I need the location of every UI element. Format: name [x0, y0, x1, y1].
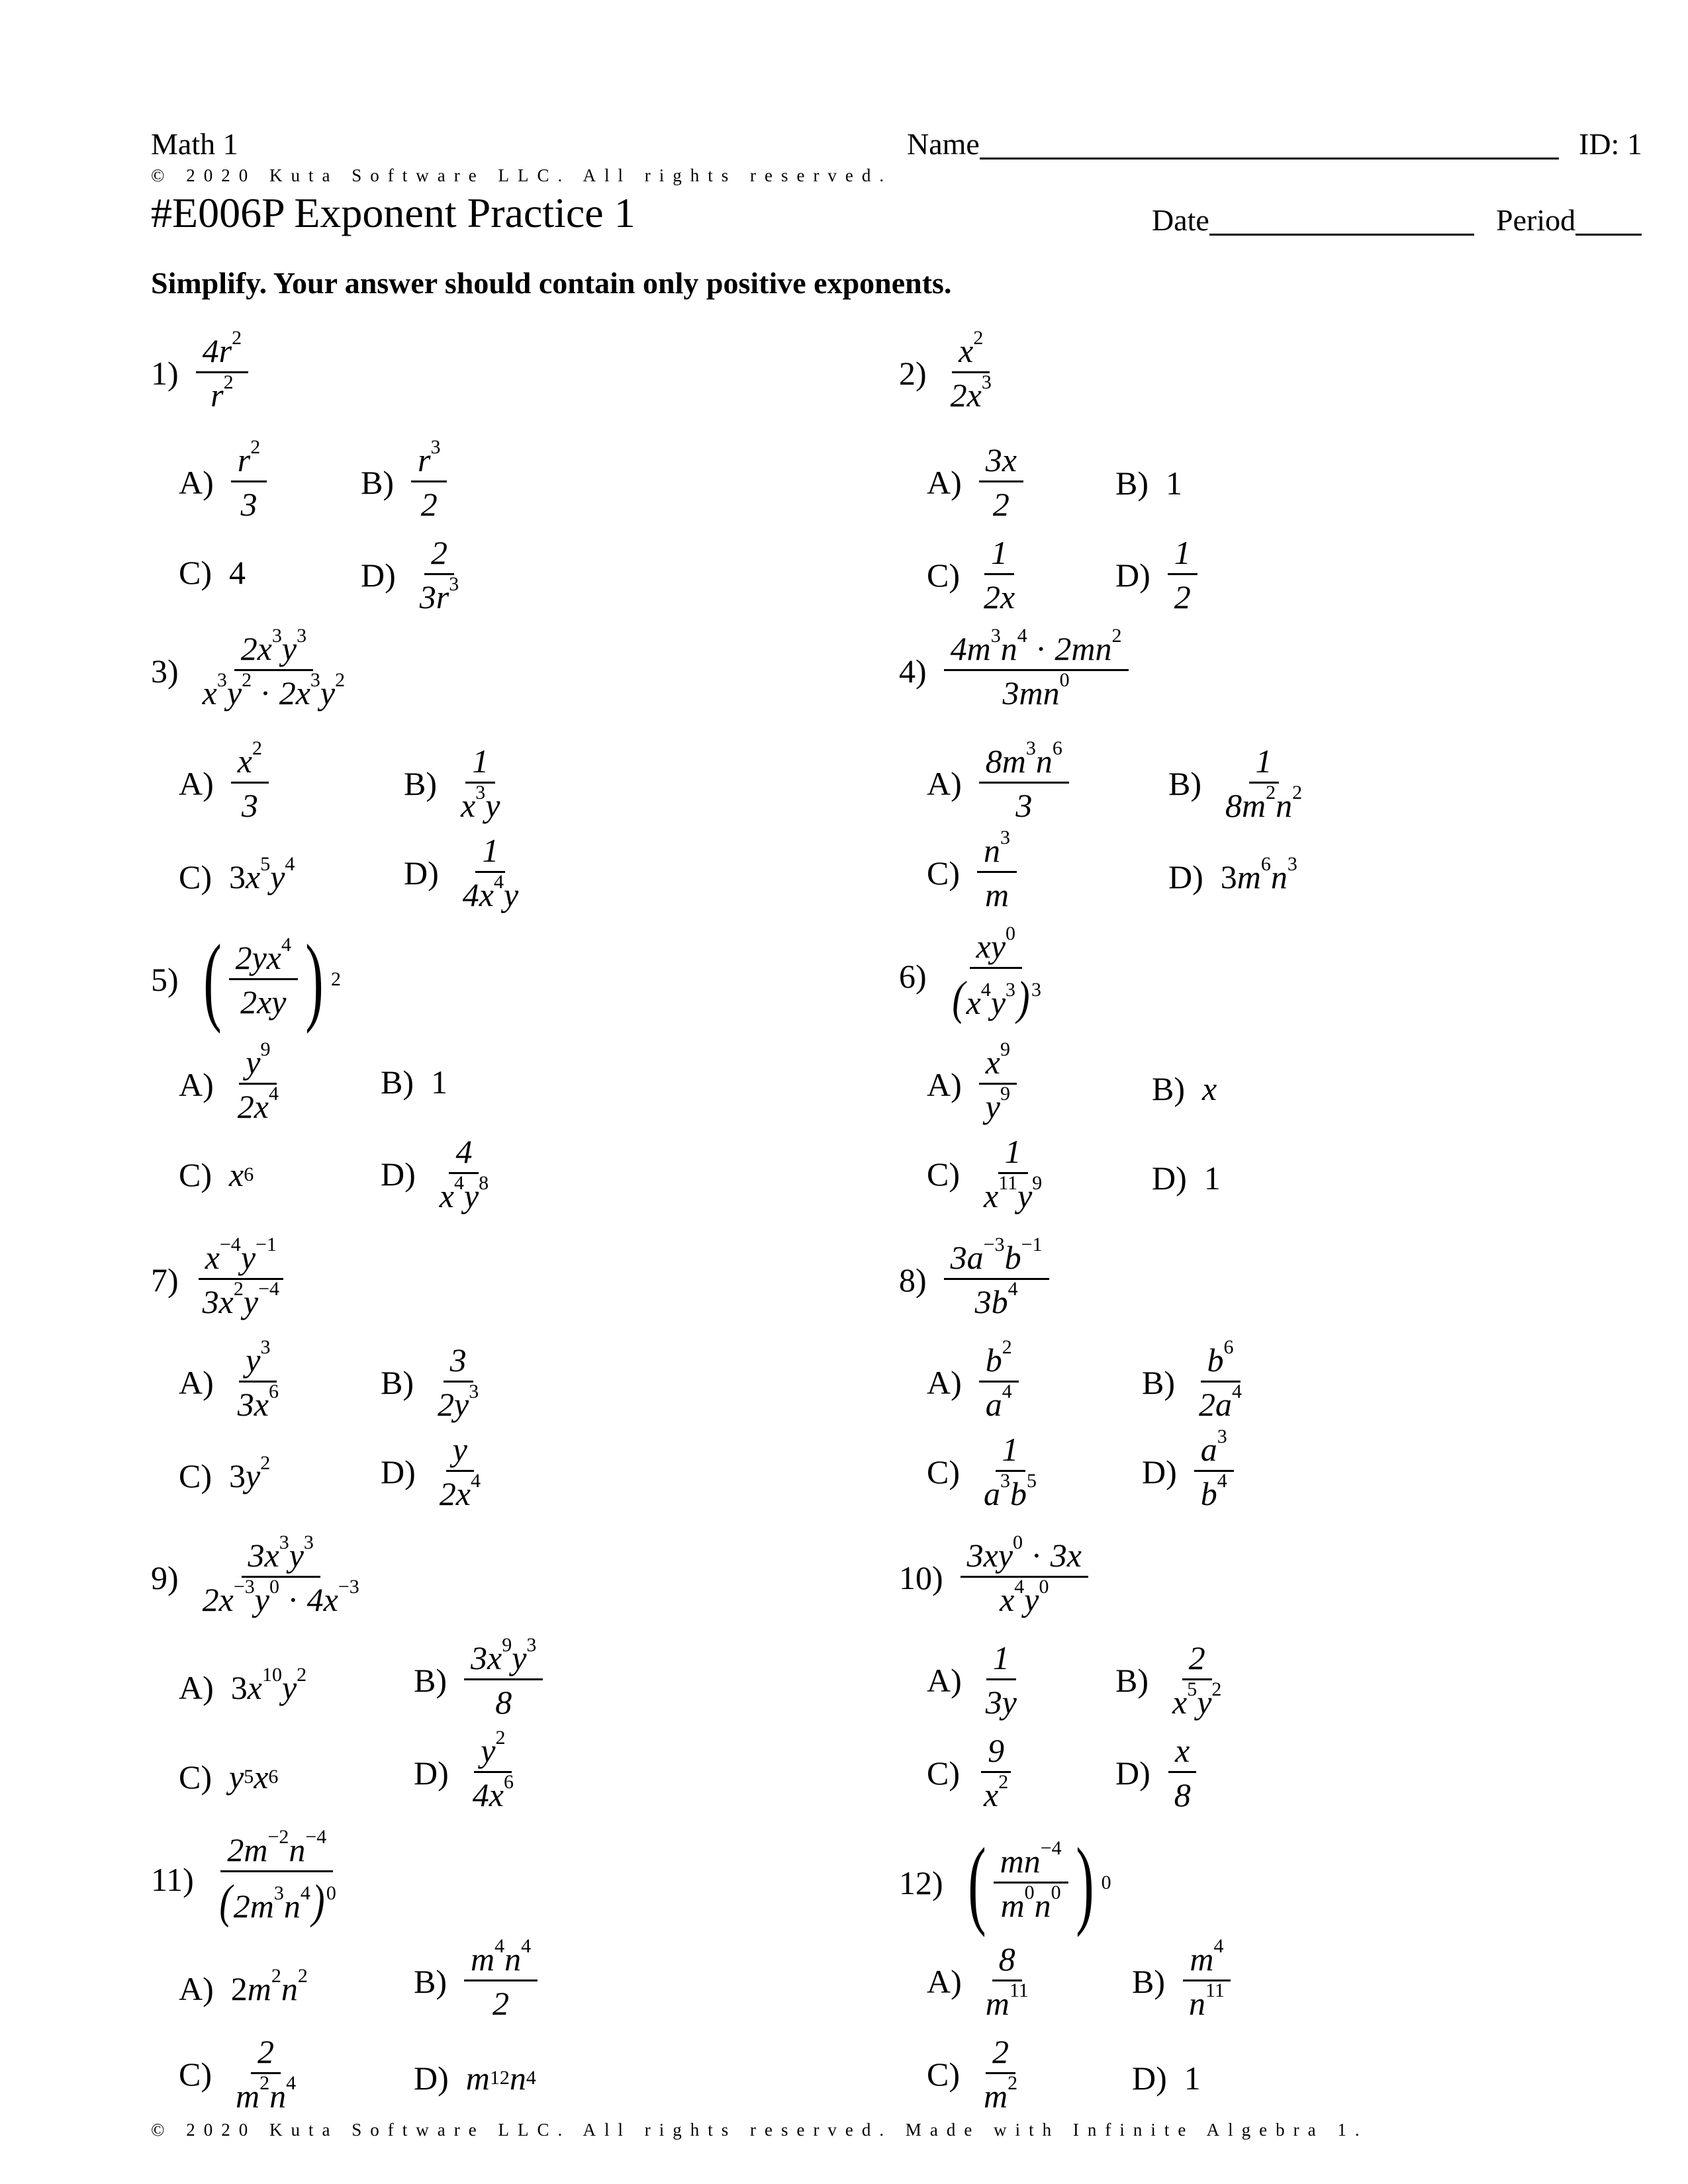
date-label: Date [1152, 203, 1209, 237]
name-label: Name [907, 127, 980, 161]
choice-11c[interactable]: C) 2 $m^2n^4$ [179, 2033, 297, 2115]
choice-11b[interactable]: B) $m^4n^4$ 2 [414, 1942, 538, 2020]
instructions: Simplify. Your answer should contain only positive exponents. [151, 266, 952, 300]
choice-12d[interactable]: D) 1 [1132, 2060, 1201, 2097]
header-copyright: © 2020 Kuta Software LLC. All rights reserved. [151, 165, 893, 185]
problem-expression: $mn^{-4}$ $m^0n^0$ [994, 1844, 1068, 1922]
choice-9c[interactable]: C) y 5 x 6 [179, 1758, 279, 1796]
problem-number: 11) [151, 1860, 194, 1898]
choice-5d[interactable]: D) 4 $x^4y^8$ [381, 1133, 489, 1214]
problem-3 [151, 625, 352, 711]
choice-7d[interactable]: D) y $2x^4$ [381, 1431, 481, 1512]
problem-expression: $3a^{-3}b^{-1}$ $3b^4$ [944, 1241, 1049, 1318]
choice-11a[interactable]: A) $2m^2n^2$ [179, 1965, 308, 2007]
choice-1c[interactable]: C) 4 [179, 554, 246, 591]
choice-7b[interactable]: B) 3 $2y^3$ [381, 1342, 479, 1423]
id-label: ID: 1 [1579, 127, 1642, 161]
problem-9 [151, 1531, 366, 1618]
choice-4d[interactable]: D) $3m^6n^3$ [1168, 853, 1297, 895]
choice-6c[interactable]: C) 1 $x^{11}y^9$ [927, 1133, 1043, 1214]
choice-10a[interactable]: A) 1 3y [927, 1639, 1017, 1721]
choice-2a[interactable]: A) 3x 2 [927, 443, 1023, 521]
problem-number: 1) [151, 354, 179, 392]
choice-8d[interactable]: D) $a^3$ $b^4$ [1142, 1433, 1234, 1510]
problem-number: 7) [151, 1261, 179, 1298]
choice-3c[interactable]: C) $3x^5y^4$ [179, 853, 295, 895]
problem-number: 9) [151, 1559, 179, 1596]
choice-8c[interactable]: C) 1 $a^3b^5$ [927, 1431, 1037, 1512]
problem-expression: $3xy^0 \cdot 3x$ $x^4y^0$ [961, 1539, 1088, 1616]
name-field[interactable] [907, 129, 1559, 159]
choice-9d[interactable]: D) $y^2$ $4x^6$ [414, 1727, 514, 1813]
choice-1a[interactable]: A) $r^2$ 3 [179, 443, 267, 521]
problem-expression: $xy^0$ $(x^4y^3)^3$ [952, 923, 1042, 1024]
choice-6b[interactable]: B) x [1152, 1070, 1217, 1107]
problem-10 [899, 1531, 1088, 1618]
problem-12: 12) ( $mn^{-4}$ $m^0n^0$ ) 0 [899, 1828, 1111, 1938]
choice-2c[interactable]: C) 1 2x [927, 534, 1015, 615]
choice-7a[interactable]: A) $y^3$ $3x^6$ [179, 1336, 279, 1423]
choice-5a[interactable]: A) $y^9$ $2x^4$ [179, 1038, 279, 1125]
problem-1 [151, 327, 248, 414]
problem-2 [899, 327, 998, 414]
period-label: Period [1496, 203, 1576, 237]
problem-expression: $2x^3y^3$ $x^3y^2 \cdot 2x^3y^2$ [202, 625, 346, 711]
choice-11d[interactable]: D) m 12 n 4 [414, 2060, 536, 2097]
choice-7c[interactable]: C) $3y^2$ [179, 1452, 271, 1494]
choice-8a[interactable]: A) $b^2$ $a^4$ [927, 1343, 1019, 1421]
problem-6 [899, 923, 1048, 1024]
choice-10b[interactable]: B) 2 $x^5y^2$ [1115, 1639, 1222, 1721]
problem-number: 8) [899, 1261, 927, 1298]
problem-expression: $x^2$ $2x^3$ [950, 327, 992, 414]
choice-4a[interactable]: A) $8m^3n^6$ 3 [927, 745, 1069, 822]
problem-expression: $x^{-4}y^{-1}$ $3x^2y^{-4}$ [196, 1241, 286, 1318]
choice-5c[interactable]: C) x 6 [179, 1156, 254, 1193]
date-field[interactable] [1152, 205, 1474, 236]
choice-2b[interactable]: B) 1 [1115, 465, 1182, 502]
footer-copyright: © 2020 Kuta Software LLC. All rights reserved. Made with Infinite Algebra 1. [151, 2120, 1368, 2140]
choice-10c[interactable]: C) 9 $x^2$ [927, 1734, 1015, 1811]
choice-4b[interactable]: B) 1 $8m^2n^2$ [1168, 743, 1303, 824]
choice-12b[interactable]: B) $m^4$ $n^{11}$ [1132, 1942, 1231, 2020]
choice-4c[interactable]: C) $n^3$ m [927, 834, 1017, 911]
problem-8 [899, 1234, 1049, 1320]
choice-9b[interactable]: B) $3x^9y^3$ 8 [414, 1641, 543, 1719]
problem-expression: $4m^3n^4 \cdot 2mn^2$ $3mn^0$ [944, 632, 1129, 709]
choice-12c[interactable]: C) 2 $m^2$ [927, 2033, 1018, 2115]
problem-expression: $2m^{-2}n^{-4}$ $(2m^3n^4)^0$ [219, 1826, 336, 1928]
choice-12a[interactable]: A) 8 $m^{11}$ [927, 1940, 1029, 2022]
problem-4 [899, 625, 1129, 711]
problem-expression: $3x^3y^3$ $2x^{-3}y^0 \cdot 4x^{-3}$ [202, 1531, 359, 1618]
problem-number: 12) [899, 1864, 943, 1901]
problem-number: 10) [899, 1559, 943, 1596]
choice-6d[interactable]: D) 1 [1152, 1160, 1221, 1197]
choice-1b[interactable]: B) $r^3$ 2 [361, 443, 447, 521]
class-name: Math 1 [151, 127, 238, 161]
choice-5b[interactable]: B) 1 [381, 1064, 447, 1101]
problem-number: 3) [151, 652, 179, 690]
problem-5: 5) ( $2yx^4$ 2xy ) 2 [151, 925, 341, 1034]
choice-9a[interactable]: A) $3x^{10}y^2$ [179, 1664, 307, 1706]
choice-10d[interactable]: D) x 8 [1115, 1734, 1197, 1811]
choice-3d[interactable]: D) 1 $4x^4y$ [404, 832, 519, 913]
worksheet-title: #E006P Exponent Practice 1 [151, 189, 635, 236]
choice-1d[interactable]: D) 2 $3r^3$ [361, 534, 459, 615]
problem-expression: $4r^2$ $r^2$ [196, 334, 248, 412]
period-field[interactable] [1496, 205, 1642, 236]
problem-number: 4) [899, 652, 927, 690]
problem-number: 6) [899, 957, 927, 995]
choice-3b[interactable]: B) 1 $x^3y$ [404, 743, 500, 824]
problem-7 [151, 1234, 286, 1320]
problem-number: 5) [151, 961, 179, 998]
choice-3a[interactable]: A) $x^2$ 3 [179, 745, 269, 822]
choice-6a[interactable]: A) $x^9$ $y^9$ [927, 1046, 1017, 1123]
choice-2d[interactable]: D) 1 2 [1115, 536, 1197, 614]
choice-8b[interactable]: B) $b^6$ $2a^4$ [1142, 1336, 1242, 1423]
problem-expression: $2yx^4$ 2xy [229, 941, 298, 1019]
problem-11 [151, 1826, 343, 1928]
problem-number: 2) [899, 354, 927, 392]
